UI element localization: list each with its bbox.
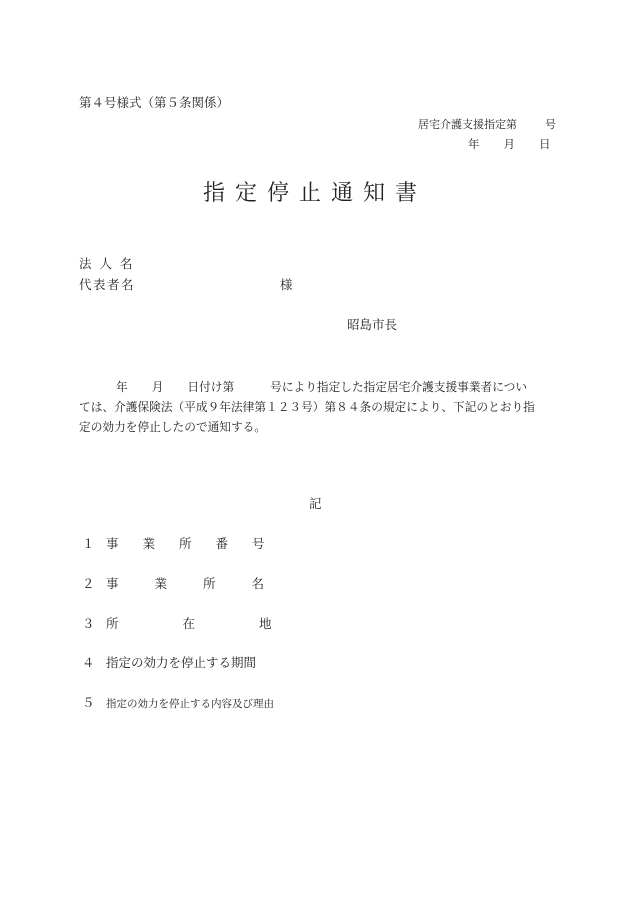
date-month: 月 xyxy=(503,137,515,151)
issue-date xyxy=(468,139,551,151)
corporation-name-label: 法人名 xyxy=(79,256,141,271)
item-suspension-period xyxy=(82,657,256,670)
item-number: ５ xyxy=(82,695,95,710)
document-title: 指定停止通知書 xyxy=(202,181,427,206)
body-day-reference: 日付け第 xyxy=(187,380,235,394)
representative-name-label: 代表者名 xyxy=(79,277,136,292)
item-label: 所在地 xyxy=(106,616,336,631)
body-line-3: 定の効力を停止したので通知する。 xyxy=(79,420,267,434)
item-label: 指定の効力を停止する期間 xyxy=(106,655,257,670)
item-suspension-reason xyxy=(82,697,274,710)
item-location xyxy=(82,618,336,631)
designation-prefix: 居宅介護支援指定第 xyxy=(418,118,517,131)
item-number: ４ xyxy=(82,655,95,670)
body-line-2: ては、介護保険法（平成９年法律第１２３号）第８４条の規定により、下記のとおり指 xyxy=(79,400,535,414)
notice-body xyxy=(79,377,555,437)
item-label: 事業所番号 xyxy=(106,536,289,551)
item-label: 事業所名 xyxy=(106,576,301,591)
body-month: 月 xyxy=(151,380,164,394)
designation-number-line xyxy=(418,119,556,130)
item-office-number xyxy=(82,538,289,551)
item-label: 指定の効力を停止する内容及び理由 xyxy=(106,698,274,710)
item-number: １ xyxy=(82,536,95,551)
body-year: 年 xyxy=(116,380,128,394)
form-number: 第４号様式（第５条関係） xyxy=(79,95,230,110)
sender-name: 昭島市長 xyxy=(347,317,398,332)
item-number: ２ xyxy=(82,576,95,591)
honorific: 様 xyxy=(280,277,293,292)
ki-heading: 記 xyxy=(309,496,322,511)
body-line-1-text: 号により指定した指定居宅介護支援事業者につい xyxy=(270,380,528,394)
date-day: 日 xyxy=(539,137,551,151)
designation-suffix: 号 xyxy=(545,118,556,131)
date-year: 年 xyxy=(468,137,480,151)
item-number: ３ xyxy=(82,616,95,631)
body-line-1 xyxy=(79,377,555,397)
item-office-name xyxy=(82,578,300,591)
